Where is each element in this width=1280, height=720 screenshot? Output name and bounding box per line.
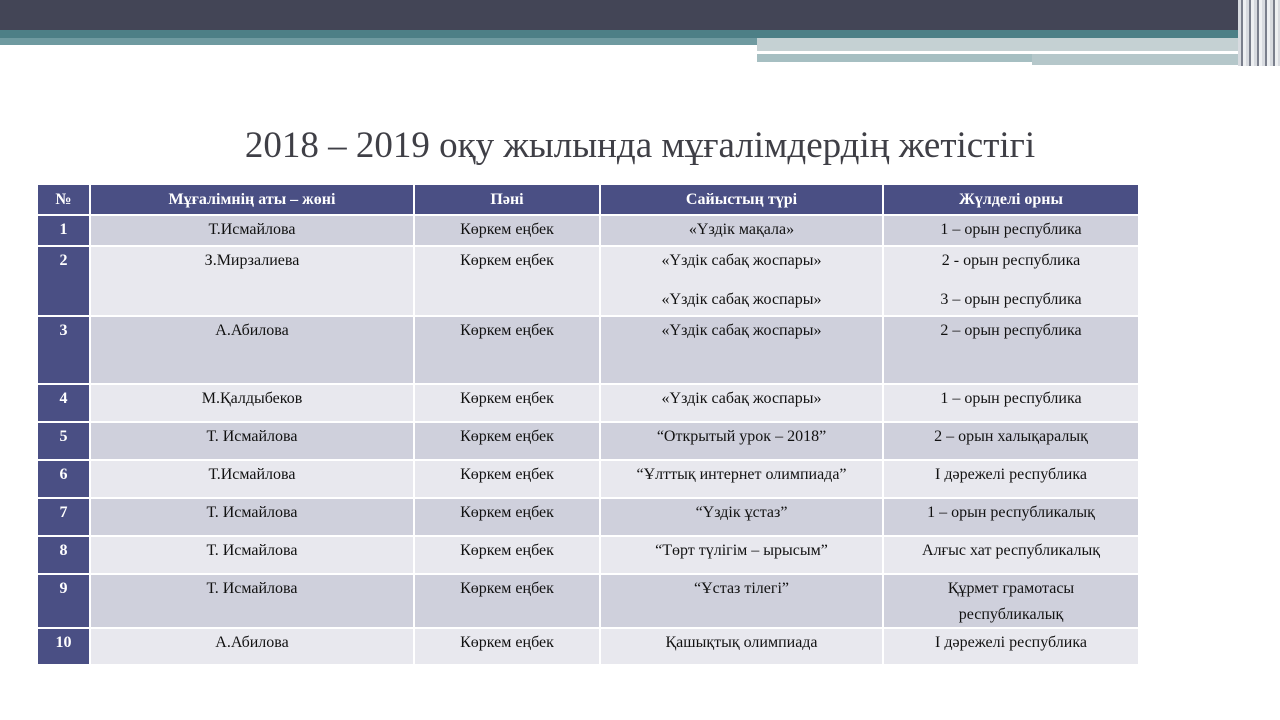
place: 2 – орын республика xyxy=(883,316,1139,384)
contest-type: Қашықтық олимпиада xyxy=(600,628,883,665)
place-line: республикалық xyxy=(958,606,1064,623)
subject: Көркем еңбек xyxy=(414,460,600,498)
subject: Көркем еңбек xyxy=(414,316,600,384)
teacher-name: Т.Исмайлова xyxy=(90,215,414,246)
place: 1 – орын республикалық xyxy=(883,498,1139,536)
contest-type-line: «Үздік сабақ жоспары» xyxy=(661,291,822,308)
place xyxy=(883,574,1139,628)
row-number: 7 xyxy=(37,498,90,536)
table-row xyxy=(37,460,1139,498)
row-number: 9 xyxy=(37,574,90,628)
teacher-name: Т. Исмайлова xyxy=(90,574,414,628)
place: І дәрежелі республика xyxy=(883,628,1139,665)
header-place: Жүлделі орны xyxy=(883,184,1139,215)
table-row xyxy=(37,536,1139,574)
subject: Көркем еңбек xyxy=(414,498,600,536)
row-number: 2 xyxy=(37,246,90,316)
table-row xyxy=(37,498,1139,536)
subject: Көркем еңбек xyxy=(414,628,600,665)
light-decor-bar xyxy=(757,38,1280,51)
contest-type: «Үздік мақала» xyxy=(600,215,883,246)
place: 1 – орын республика xyxy=(883,215,1139,246)
header-teacher-name: Мұғалімнің аты – жөні xyxy=(90,184,414,215)
slide-title: 2018 – 2019 оқу жылында мұғалімдердің жетістігі xyxy=(244,125,1036,166)
row-number: 6 xyxy=(37,460,90,498)
teal-decor-bar xyxy=(0,30,1280,38)
teacher-name: Т.Исмайлова xyxy=(90,460,414,498)
place-line: Құрмет грамотасы xyxy=(947,580,1075,597)
contest-type: “Ұстаз тілегі” xyxy=(600,574,883,628)
table-row xyxy=(37,215,1139,246)
teal-decor-bar-secondary xyxy=(0,38,760,45)
teacher-name: З.Мирзалиева xyxy=(90,246,414,316)
teacher-name: А.Абилова xyxy=(90,628,414,665)
row-number: 8 xyxy=(37,536,90,574)
light-decor-bar-secondary xyxy=(757,54,1032,62)
achievements-table xyxy=(36,183,1140,666)
row-number: 10 xyxy=(37,628,90,665)
header-subject: Пәні xyxy=(414,184,600,215)
subject: Көркем еңбек xyxy=(414,536,600,574)
row-number: 5 xyxy=(37,422,90,460)
teacher-name: М.Қалдыбеков xyxy=(90,384,414,422)
contest-type xyxy=(600,246,883,316)
teacher-name: Т. Исмайлова xyxy=(90,536,414,574)
table-row xyxy=(37,628,1139,665)
subject: Көркем еңбек xyxy=(414,422,600,460)
teacher-name: А.Абилова xyxy=(90,316,414,384)
row-number: 1 xyxy=(37,215,90,246)
subject: Көркем еңбек xyxy=(414,574,600,628)
teacher-name: Т. Исмайлова xyxy=(90,422,414,460)
place: 2 – орын халықаралық xyxy=(883,422,1139,460)
contest-type: «Үздік сабақ жоспары» xyxy=(600,384,883,422)
contest-type: «Үздік сабақ жоспары» xyxy=(600,316,883,384)
contest-type: “Открытый урок – 2018” xyxy=(600,422,883,460)
teacher-name: Т. Исмайлова xyxy=(90,498,414,536)
subject: Көркем еңбек xyxy=(414,246,600,316)
table-row xyxy=(37,246,1139,316)
table-header-row xyxy=(37,184,1139,215)
contest-type-line: «Үздік сабақ жоспары» xyxy=(661,252,822,269)
decor-stripes xyxy=(1238,0,1280,66)
row-number: 4 xyxy=(37,384,90,422)
table-row xyxy=(37,316,1139,384)
table-row xyxy=(37,384,1139,422)
contest-type: “Төрт түлігім – ырысым” xyxy=(600,536,883,574)
place-line: 2 - орын республика xyxy=(941,252,1081,269)
place-line: 3 – орын республика xyxy=(940,291,1082,308)
header-number: № xyxy=(37,184,90,215)
contest-type: “Үздік ұстаз” xyxy=(600,498,883,536)
contest-type: “Ұлттық интернет олимпиада” xyxy=(600,460,883,498)
table-row xyxy=(37,574,1139,628)
row-number: 3 xyxy=(37,316,90,384)
subject: Көркем еңбек xyxy=(414,384,600,422)
place xyxy=(883,246,1139,316)
subject: Көркем еңбек xyxy=(414,215,600,246)
header-contest-type: Сайыстың түрі xyxy=(600,184,883,215)
place: І дәрежелі республика xyxy=(883,460,1139,498)
place: 1 – орын республика xyxy=(883,384,1139,422)
place: Алғыс хат республикалық xyxy=(883,536,1139,574)
table-row xyxy=(37,422,1139,460)
top-decor-bar xyxy=(0,0,1280,30)
